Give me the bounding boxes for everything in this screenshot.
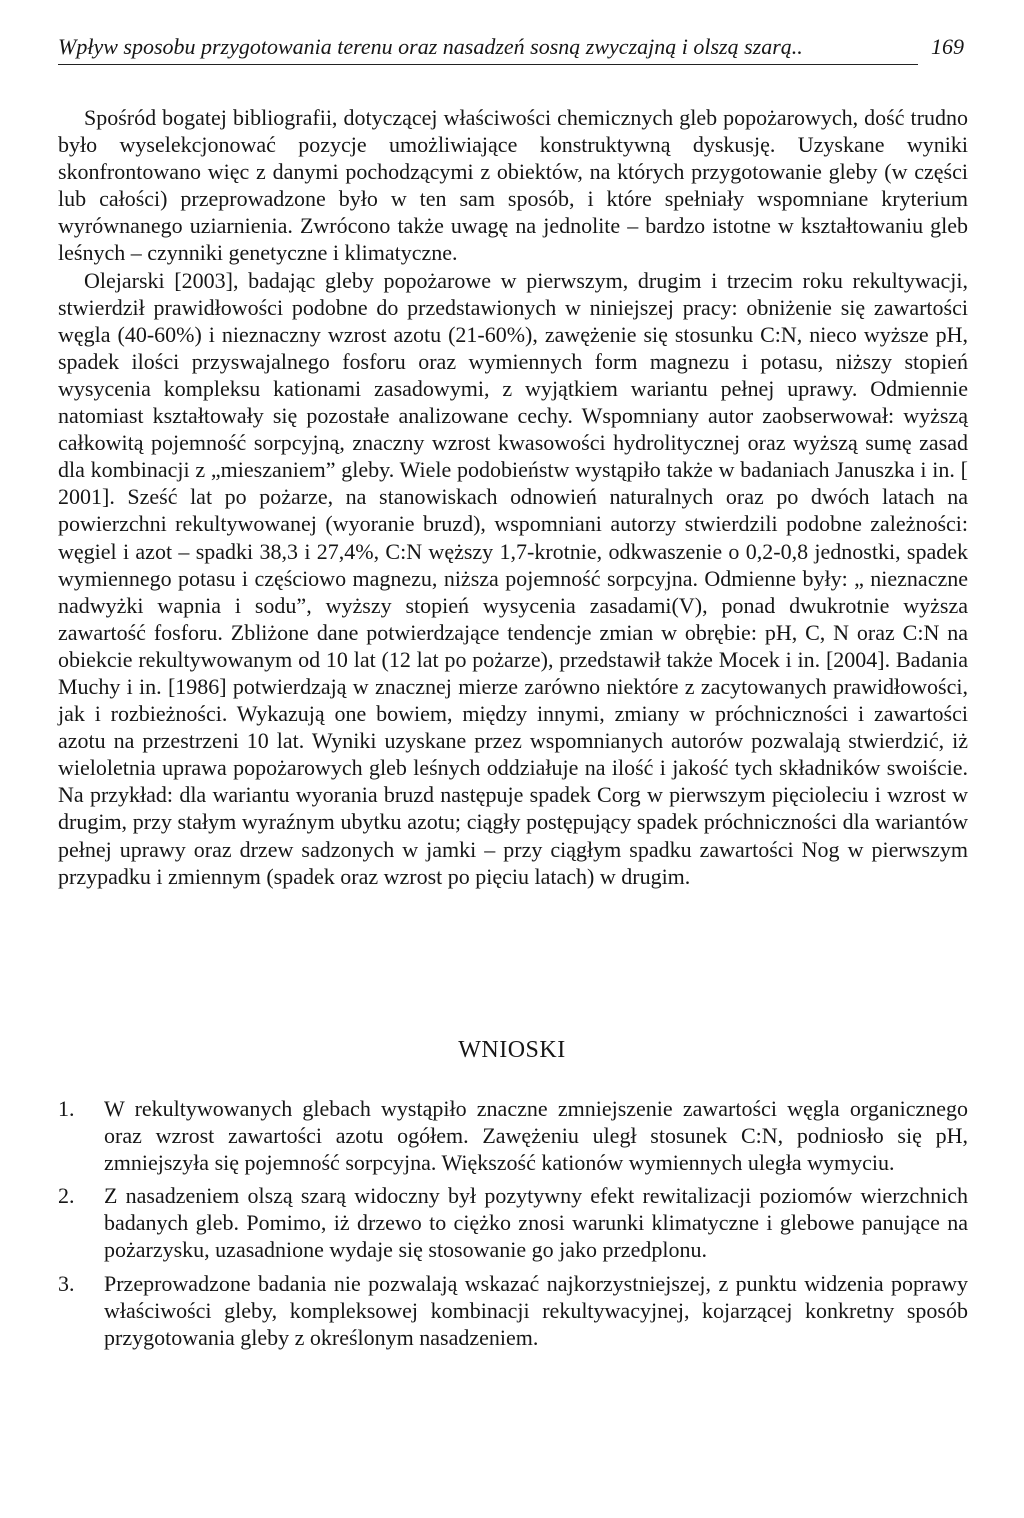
conclusion-text: W rekultywowanych glebach wystąpiło znaczne zmniejszenie zawartości węgla organicznego oraz wzrost zawartości azotu ogółem. Zawężeniu uległ stosunek C:N, podniosło się pH, zmniejszyła się pojemność sorpcyjna. Większość kationów wymiennych uległa wymyciu. — [104, 1096, 968, 1176]
conclusion-text: Z nasadzeniem olszą szarą widoczny był pozytywny efekt rewitalizacji poziomów wierzchnich badanych gleb. Pomimo, iż drzewo to ciężko znosi warunki klimatyczne i glebowe panujące na pożarzysku, uzasadnione wydaje się stosowanie go jako przedplonu. — [104, 1183, 968, 1263]
body-text — [58, 104, 968, 890]
conclusion-number: 2. — [58, 1183, 75, 1209]
conclusion-item — [58, 1095, 968, 1176]
conclusions-list — [58, 1095, 968, 1357]
conclusion-item — [58, 1182, 968, 1263]
section-heading: WNIOSKI — [458, 1037, 566, 1063]
running-header — [58, 34, 964, 65]
conclusion-number: 1. — [58, 1096, 75, 1121]
page-number: 169 — [931, 34, 964, 59]
conclusion-item — [58, 1270, 968, 1351]
running-title: Wpływ sposobu przygotowania terenu oraz nasadzeń sosną zwyczajną i olszą szarą.. — [58, 34, 803, 59]
conclusion-number: 3. — [58, 1270, 75, 1296]
conclusion-text: Przeprowadzone badania nie pozwalają wskazać najkorzystniejszej, z punktu widzenia poprawy właściwości gleby, kompleksowej kombinacji rekultywacyjnej, kojarzącej konkretny sposób przygotowania gleby z określonym nasadzeniem. — [104, 1270, 968, 1350]
paragraph: Olejarski [2003], badając gleby popożarowe w pierwszym, drugim i trzecim roku rekultywacji, stwierdził prawidłowości podobne do przedstawionych w niniejszej pracy: obniżenie się zawartości węgla (40-60%) i nieznaczny wzrost azotu (21-60%), zawężenie się stosunku C:N, nieco wyższe pH, spadek ilości przyswajalnego fosforu oraz wymiennych form magnezu i potasu, niższy stopień wysycenia kompleksu kationami zasadowymi, z wyjątkiem wariantu pełnej uprawy. Odmiennie natomiast kształtowały się pozostałe analizowane cechy. Wspomniany autor zaobserwował: wyższą całkowitą pojemność sorpcyjną, znaczny wzrost kwasowości hydrolitycznej oraz wyższą sumę zasad dla kombinacji z „mieszaniem” gleby. Wiele podobieństw wystąpiło także w badaniach Januszka i in. [ 2001]. Sześć lat po pożarze, na stanowiskach odnowień naturalnych oraz po dwóch latach na powierzchni rekultywowanej (wyoranie bruzd), wspomniani autorzy stwierdzili podobne zależności: węgiel i azot – spadki 38,3 i 27,4%, C:N węższy 1,7-krotnie, odkwaszenie o 0,2-0,8 jednostki, spadek wymiennego potasu i częściowo magnezu, niższa pojemność sorpcyjna. Odmienne były: „ nieznaczne nadwyżki wapnia i sodu”, wyższy stopień wysycenia zasadami(V), ponad dwukrotnie wyższa zawartość fosforu. Zbliżone dane potwierdzające tendencje zmian w obrębie: pH, C, N oraz C:N na obiekcie rekultywowanym od 10 lat (12 lat po pożarze), przedstawił także Mocek i in. [2004]. Badania Muchy i in. [1986] potwierdzają w znacznej mierze zarówno niektóre z zacytowanych prawidłowości, jak i rozbieżności. Wykazują one bowiem, między innymi, zmiany w próchniczności i zawartości azotu na przestrzeni 10 lat. Wyniki uzyskane przez wspomnianych autorów pozwalają stwierdzić, iż wieloletnia uprawa popożarowych gleb leśnych oddziałuje na ilość i jakość tych składników swoiście. Na przykład: dla wariantu wyorania bruzd następuje spadek Corg w pierwszym pięcioleciu i wzrost w drugim, przy stałym wyraźnym ubytku azotu; ciągły postępujący spadek próchniczności dla wariantów pełnej uprawy oraz drzew sadzonych w jamki – przy ciągłym spadku zawartości Nog w pierwszym przypadku i zmiennym (spadek oraz wzrost po pięciu latach) w drugim. — [58, 267, 968, 889]
paragraph: Spośród bogatej bibliografii, dotyczącej właściwości chemicznych gleb popożarowych, dość trudno było wyselekcjonować pozycje umożliwiające konstruktywną dyskusję. Uzyskane wyniki skonfrontowano więc z danymi pochodzącymi z obiektów, na których przygotowanie gleby (w części lub całości) przeprowadzone było w ten sam sposób, i które spełniały wspomniane kryterium wyrównanego uziarnienia. Zwrócono także uwagę na jednolite – bardzo istotne w kształtowaniu gleb leśnych – czynniki genetyczne i klimatyczne. — [58, 105, 968, 266]
